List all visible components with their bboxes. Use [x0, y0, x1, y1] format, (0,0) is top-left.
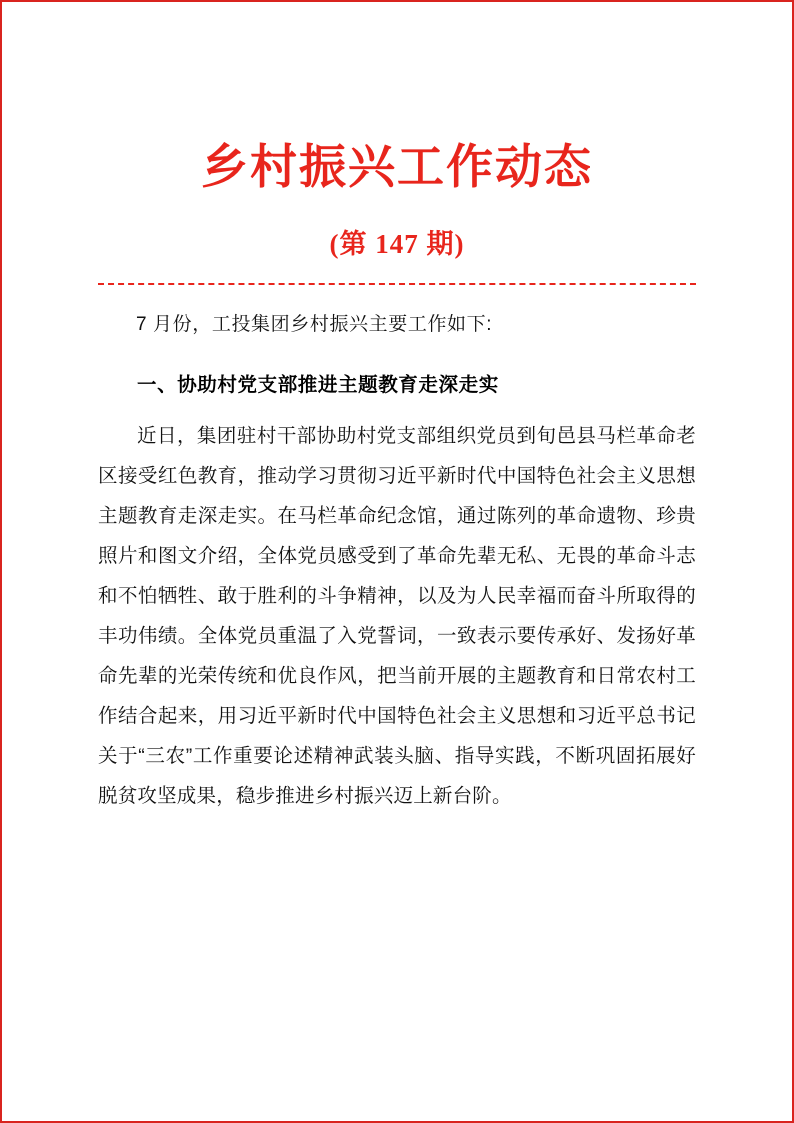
lead-paragraph: 7 月份，工投集团乡村振兴主要工作如下: [136, 314, 493, 336]
issue-number: (第 147 期) [329, 229, 465, 260]
document-content [2, 2, 792, 1121]
title-divider [98, 283, 696, 285]
document-title: 乡村振兴工作动态 [201, 142, 593, 194]
body-paragraph-1: 近日，集团驻村干部协助村党支部组织党员到旬邑县马栏革命老区接受红色教育，推动学习贯彻习近平新时代中国特色社会主义思想主题教育走深走实。在马栏革命纪念馆，通过陈列的革命遗物、珍贵照片和图文介绍，全体党员感受到了革命先辈无私、无畏的革命斗志和不怕牺牲、敢于胜利的斗争精神，以及为人民幸福而奋斗所取得的丰功伟绩。全体党员重温了入党誓词，一致表示要传承好、发扬好革命先辈的光荣传统和优良作风，把当前开展的主题教育和日常农村工作结合起来，用习近平新时代中国特色社会主义思想和习近平总书记关于“三农”工作重要论述精神武装头脑、指导实践，不断巩固拓展好脱贫攻坚成果，稳步推进乡村振兴迈上新台阶。 [98, 425, 696, 808]
section-heading-1: 一、协助村党支部推进主题教育走深走实 [137, 374, 499, 397]
